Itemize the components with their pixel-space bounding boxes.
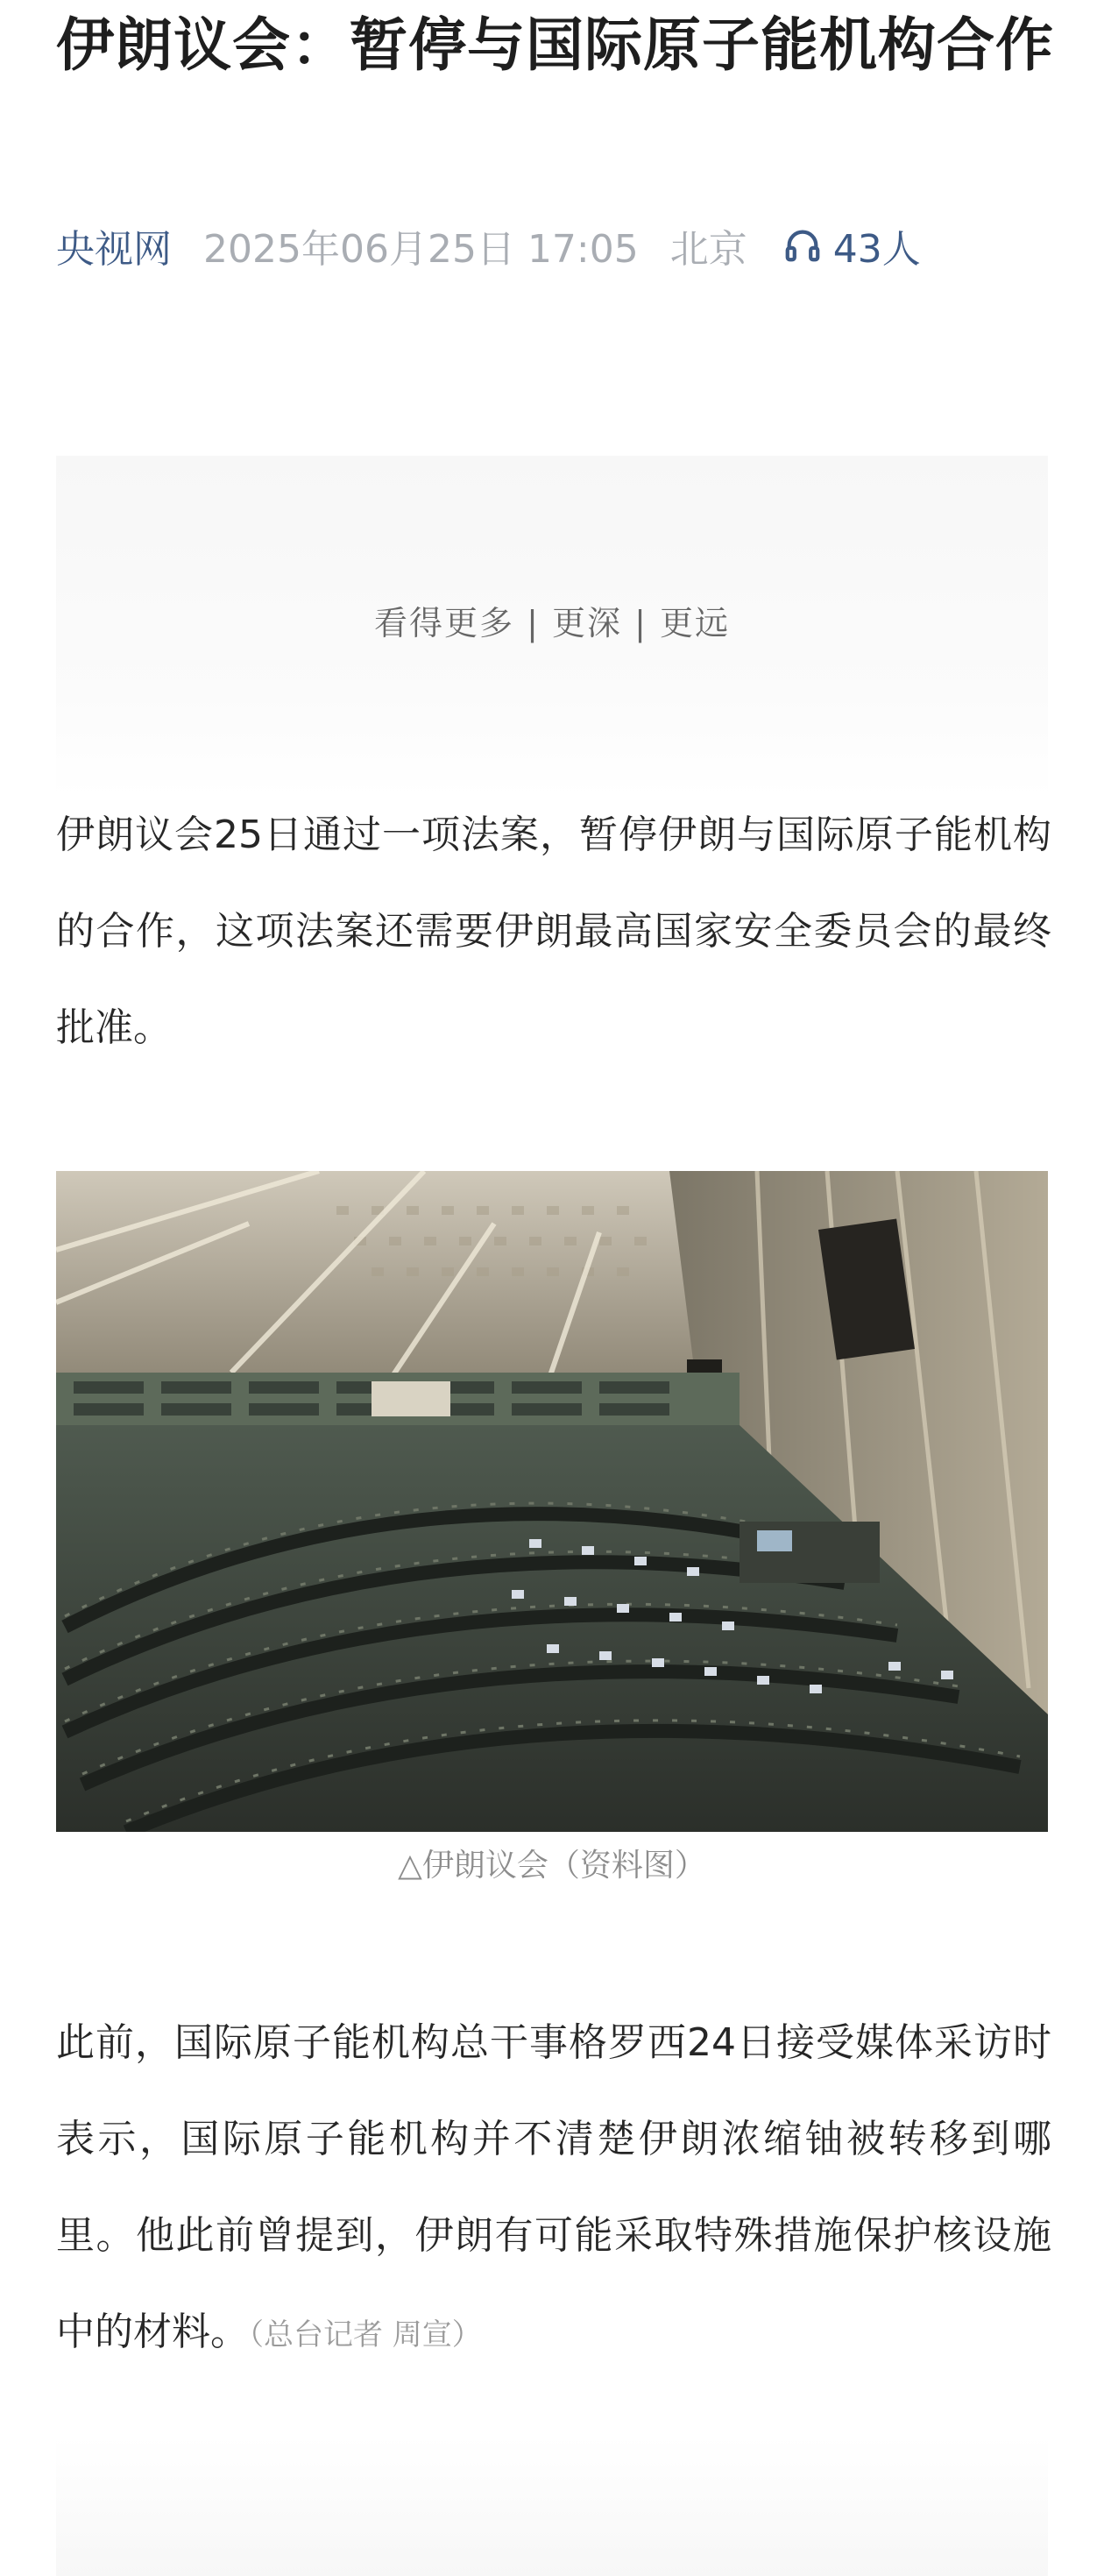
listen-button[interactable]: [782, 217, 921, 273]
publish-datetime: 2025年06月25日 17:05: [203, 227, 639, 272]
reporter-credit: （总台记者 周宣）: [249, 2317, 482, 2352]
publish-location: 北京: [669, 227, 747, 272]
headphones-icon: [782, 225, 823, 266]
ad-banner[interactable]: [56, 456, 1048, 798]
listen-count: 43人: [832, 227, 921, 272]
article-paragraph-2: [56, 1995, 1051, 2383]
parliament-illustration: [56, 1171, 1048, 1832]
article-paragraph-1: 伊朗议会25日通过一项法案，暂停伊朗与国际原子能机构的合作，这项法案还需要伊朗最高国家安全委员会的最终批准。: [56, 813, 1051, 1050]
ad-slogan: 看得更多 | 更深 | 更远: [374, 604, 730, 642]
image-caption: △伊朗议会（资料图）: [398, 1848, 706, 1884]
bottom-ad-banner[interactable]: [56, 2437, 1048, 2576]
article-paragraph-2-text: 此前，国际原子能机构总干事格罗西24日接受媒体采访时表示，国际原子能机构并不清楚伊朗浓缩铀被转移到哪里。他此前曾提到，伊朗有可能采取特殊措施保护核设施中的材料。: [56, 2020, 1051, 2354]
source-link[interactable]: 央视网: [56, 227, 172, 272]
article-title: 伊朗议会：暂停与国际原子能机构合作: [56, 11, 1054, 79]
article-meta: [56, 217, 921, 273]
parliament-photo[interactable]: [56, 1171, 1048, 1832]
